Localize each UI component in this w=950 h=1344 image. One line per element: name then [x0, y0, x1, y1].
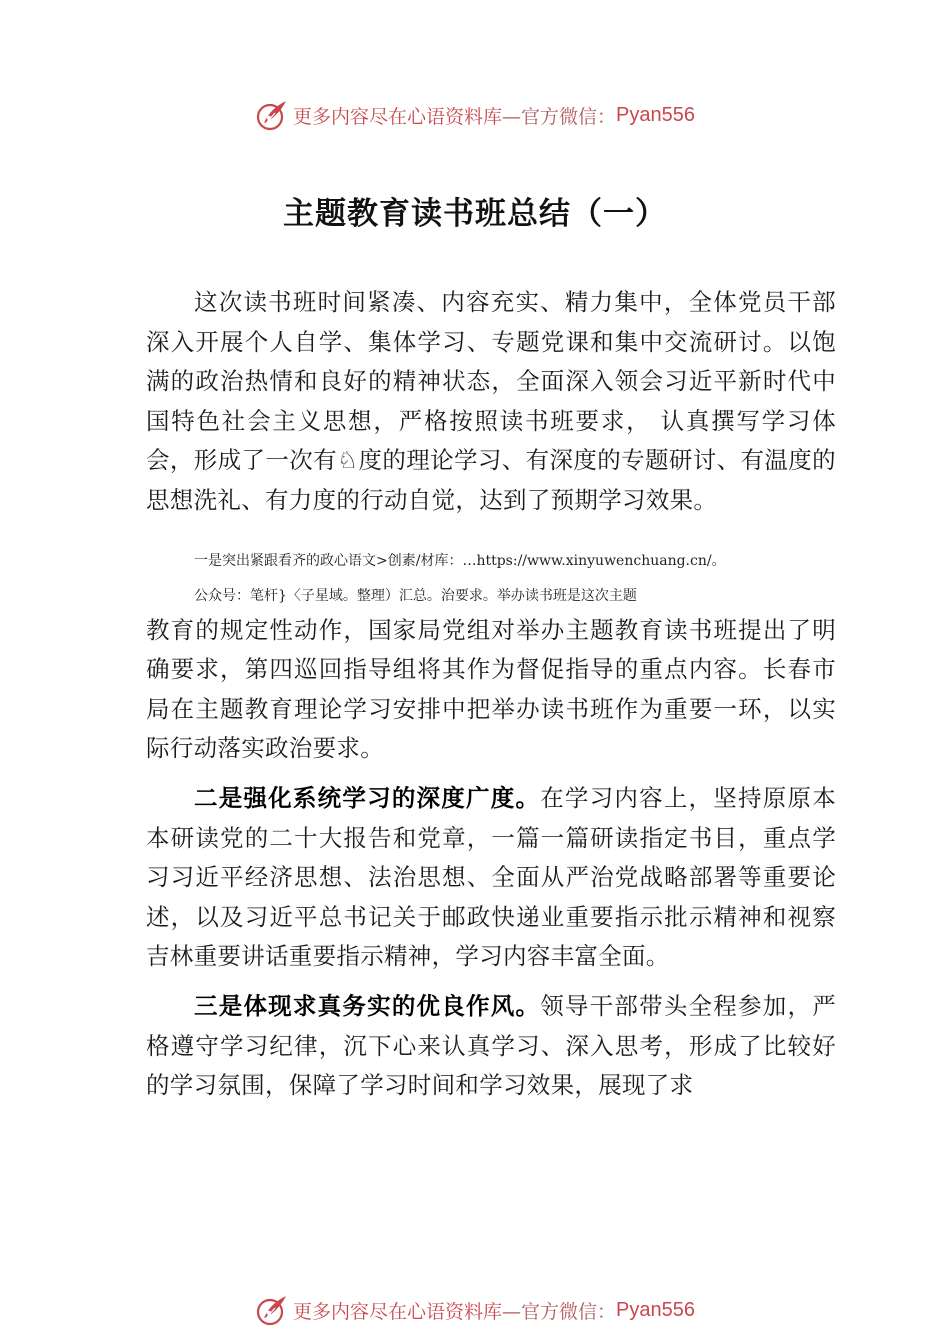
document-body: [146, 283, 836, 1106]
footer-banner: [0, 1290, 950, 1330]
banner-wechat-id: Pyan556: [616, 1298, 695, 1321]
point-two-body: 在学习内容上，坚持原原本本研读党的二十大报告和党章，一篇一篇研读指定书目，重点学习习近平经济思想、法治思想、全面从严治党战略部署等重要论述，以及习近平总书记关于邮政快递业重要指示批示精神和视察吉林重要讲话重要指示精神，学习内容丰富全面。: [146, 783, 836, 971]
banner-wechat-label: —官方微信：: [502, 1300, 617, 1323]
watermark-note-line-1: 一是突出紧跟看齐的政心语文>创素/材库：…https://www.xinyuwenchuang.cn/。: [194, 552, 726, 569]
banner-library-text: 更多内容尽在心语资料库: [293, 105, 503, 128]
watermark-note-line-2: 公众号：笔杆}〈子星域。整理）汇总。治要求。举办读书班是这次主题: [194, 587, 637, 604]
banner-wechat-id: Pyan556: [616, 103, 695, 126]
document-title: 主题教育读书班总结（一）: [283, 196, 667, 232]
quill-logo-icon: [255, 1293, 289, 1327]
point-three-paragraph: [146, 987, 836, 1106]
point-three-heading: 三是体现求真务实的优良作风。: [194, 991, 541, 1020]
intro-paragraph: 这次读书班时间紧凑、内容充实、精力集中，全体党员干部深入开展个人自学、集体学习、专题党课和集中交流研讨。以饱满的政治热情和良好的精神状态，全面深入领会习近平新时代中国特色社会主义思想，严格按照读书班要求， 认真撰写学习体会，形成了一次有♘度的理论学习、有深度的专题研讨、有温度的思想洗礼、有力度的行动自觉，达到了预期学习效果。: [146, 288, 836, 514]
banner-library-text: 更多内容尽在心语资料库: [293, 1300, 503, 1323]
quill-logo-icon: [255, 98, 289, 132]
point-two-paragraph: [146, 779, 836, 977]
point-one-continuation: 教育的规定性动作，国家局党组对举办主题教育读书班提出了明确要求，第四巡回指导组将其作为督促指导的重点内容。长春市局在主题教育理论学习安排中把举办读书班作为重要一环，以实际行动落实政治要求。: [146, 615, 836, 763]
banner-wechat-label: —官方微信：: [502, 105, 617, 128]
point-two-heading: 二是强化系统学习的深度广度。: [194, 783, 541, 812]
point-three-body: 领导干部带头全程参加，严格遵守学习纪律，沉下心来认真学习、深入思考，形成了比较好的学习氛围，保障了学习时间和学习效果，展现了求: [146, 991, 836, 1100]
header-banner: [0, 95, 950, 135]
